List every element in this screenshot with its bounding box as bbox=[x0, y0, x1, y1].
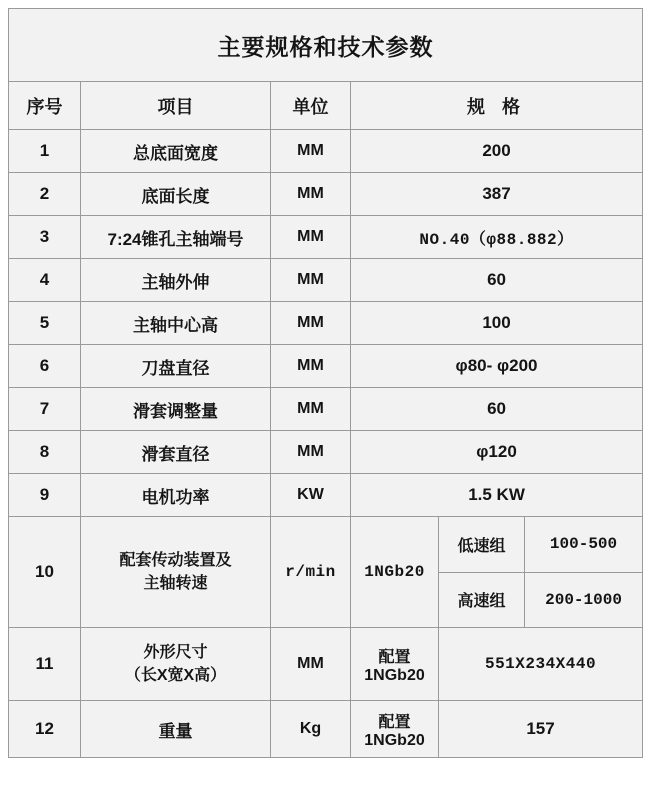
row-item-line2: （长X宽X高） bbox=[124, 667, 227, 684]
row-unit: MM bbox=[271, 173, 351, 216]
row-value: 1.5 KW bbox=[351, 474, 643, 517]
table-row-dimensions bbox=[9, 628, 643, 701]
specifications-table bbox=[8, 8, 643, 758]
row-item: 主轴中心高 bbox=[81, 302, 271, 345]
row-item-line1: 外形尺寸 bbox=[143, 643, 208, 661]
row-value: φ120 bbox=[351, 431, 643, 474]
row-number: 6 bbox=[9, 345, 81, 388]
row-number: 5 bbox=[9, 302, 81, 345]
row-item: 电机功率 bbox=[81, 474, 271, 517]
row-number: 1 bbox=[9, 130, 81, 173]
row-unit: MM bbox=[271, 345, 351, 388]
table-row bbox=[9, 431, 643, 474]
drive-model: 1NGb20 bbox=[351, 517, 439, 628]
weight-model: 配置1NGb20 bbox=[351, 701, 439, 758]
table-row bbox=[9, 302, 643, 345]
row-item: 滑套直径 bbox=[81, 431, 271, 474]
table-header-row bbox=[9, 82, 643, 130]
row-number: 9 bbox=[9, 474, 81, 517]
high-speed-value: 200-1000 bbox=[525, 572, 643, 628]
table-row bbox=[9, 345, 643, 388]
high-speed-label: 高速组 bbox=[439, 572, 525, 628]
row-item: 底面长度 bbox=[81, 173, 271, 216]
row-number: 2 bbox=[9, 173, 81, 216]
row-value: NO.40（φ88.882） bbox=[351, 216, 643, 259]
row-number: 10 bbox=[9, 517, 81, 628]
row-number: 7 bbox=[9, 388, 81, 431]
row-value: 387 bbox=[351, 173, 643, 216]
table-row-drive-low bbox=[9, 517, 643, 573]
row-unit: MM bbox=[271, 216, 351, 259]
row-item: 重量 bbox=[81, 701, 271, 758]
row-number: 12 bbox=[9, 701, 81, 758]
row-value: 60 bbox=[351, 259, 643, 302]
row-number: 3 bbox=[9, 216, 81, 259]
row-item: 主轴外伸 bbox=[81, 259, 271, 302]
row-unit: Kg bbox=[271, 701, 351, 758]
table-row bbox=[9, 259, 643, 302]
weight-value: 157 bbox=[439, 701, 643, 758]
row-value: φ80- φ200 bbox=[351, 345, 643, 388]
row-item bbox=[81, 517, 271, 628]
dimensions-value: 551X234X440 bbox=[439, 628, 643, 701]
low-speed-label: 低速组 bbox=[439, 517, 525, 573]
table-row bbox=[9, 474, 643, 517]
page-title: 主要规格和技术参数 bbox=[9, 9, 643, 82]
row-unit: MM bbox=[271, 628, 351, 701]
table-row-weight bbox=[9, 701, 643, 758]
row-unit: MM bbox=[271, 302, 351, 345]
row-number: 4 bbox=[9, 259, 81, 302]
row-value: 100 bbox=[351, 302, 643, 345]
row-number: 8 bbox=[9, 431, 81, 474]
row-unit: MM bbox=[271, 388, 351, 431]
table-row bbox=[9, 130, 643, 173]
row-value: 60 bbox=[351, 388, 643, 431]
row-item-line1: 配套传动装置及 bbox=[119, 551, 232, 569]
row-unit: KW bbox=[271, 474, 351, 517]
row-value: 200 bbox=[351, 130, 643, 173]
column-header-spec: 规 格 bbox=[351, 82, 643, 130]
row-unit: MM bbox=[271, 431, 351, 474]
table-row bbox=[9, 173, 643, 216]
column-header-unit: 单位 bbox=[271, 82, 351, 130]
table-row bbox=[9, 216, 643, 259]
column-header-item: 项目 bbox=[81, 82, 271, 130]
row-item: 7:24锥孔主轴端号 bbox=[81, 216, 271, 259]
low-speed-value: 100-500 bbox=[525, 517, 643, 573]
row-unit: MM bbox=[271, 259, 351, 302]
dimensions-model: 配置1NGb20 bbox=[351, 628, 439, 701]
row-unit: MM bbox=[271, 130, 351, 173]
row-item bbox=[81, 628, 271, 701]
column-header-no: 序号 bbox=[9, 82, 81, 130]
table-row bbox=[9, 388, 643, 431]
row-unit: r/min bbox=[271, 517, 351, 628]
row-item-line2: 主轴转速 bbox=[143, 575, 208, 592]
row-item: 滑套调整量 bbox=[81, 388, 271, 431]
table-title-row bbox=[9, 9, 643, 82]
row-item: 刀盘直径 bbox=[81, 345, 271, 388]
row-item: 总底面宽度 bbox=[81, 130, 271, 173]
row-number: 11 bbox=[9, 628, 81, 701]
